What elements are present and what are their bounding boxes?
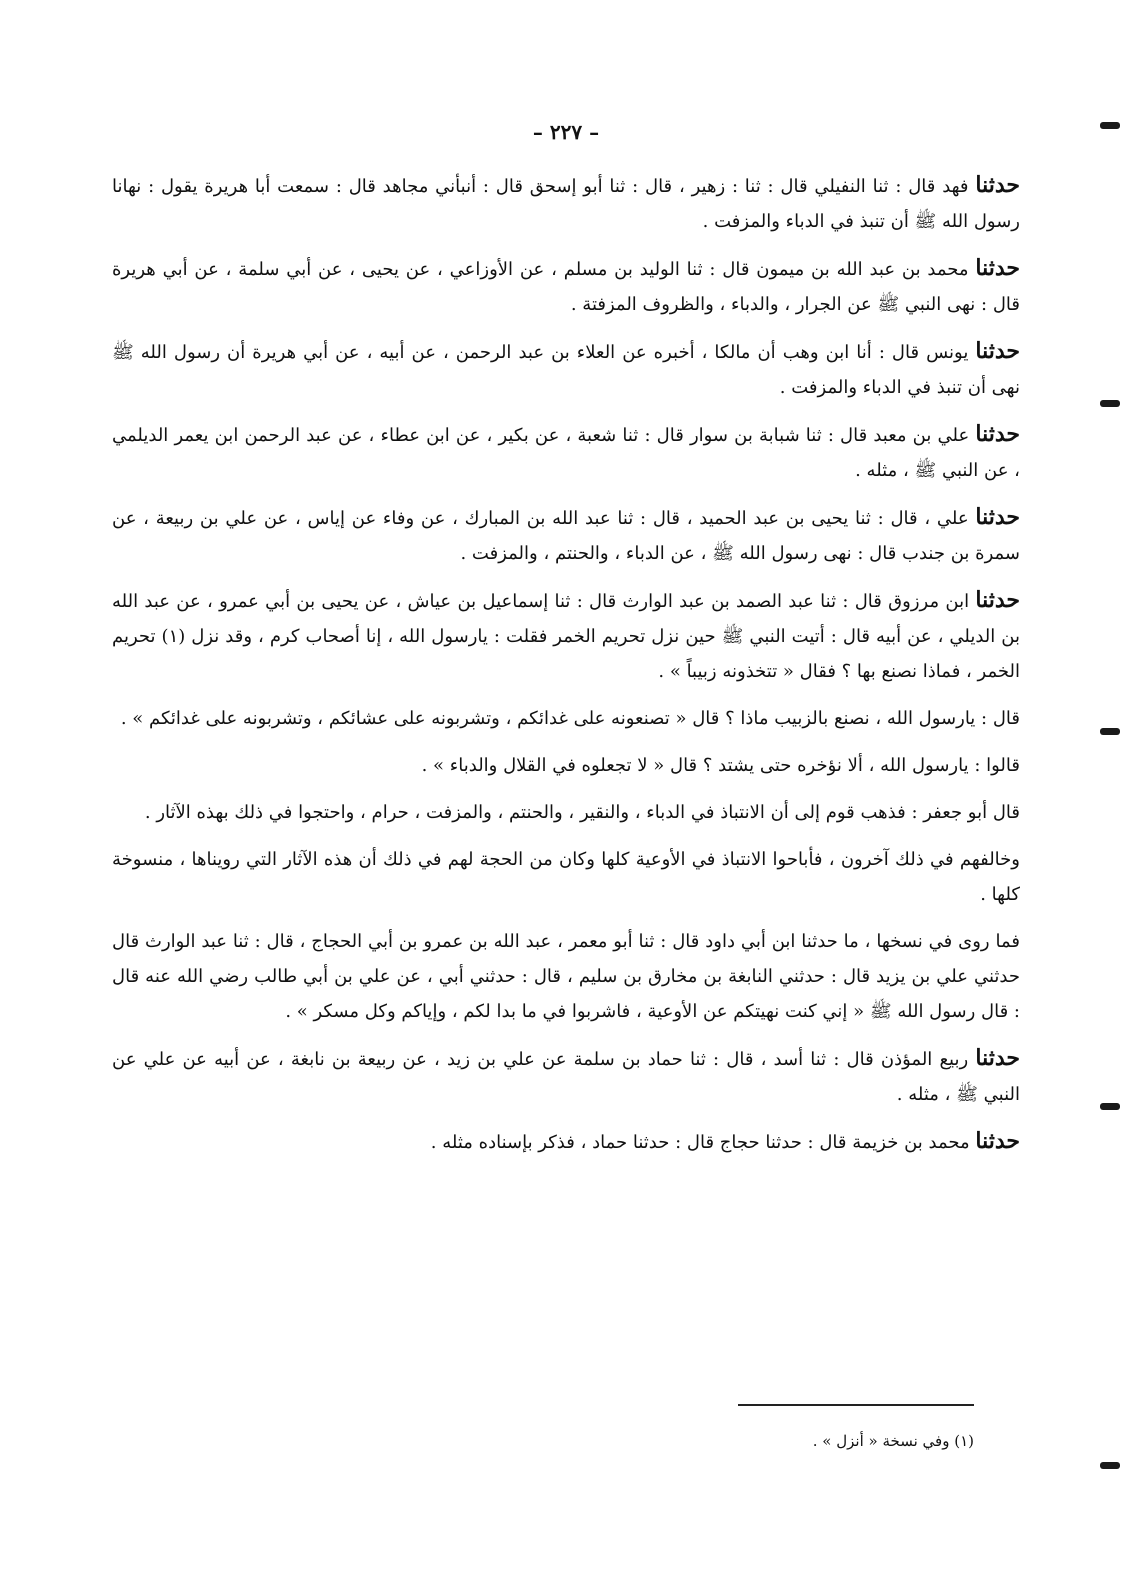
margin-mark — [1100, 122, 1120, 129]
paragraph-7 — [112, 701, 1020, 736]
footnote-separator — [738, 1404, 974, 1406]
paragraph-text: محمد بن خزيمة قال : حدثنا حجاج قال : حدثنا حماد ، فذكر بإسناده مثله . — [430, 1132, 970, 1153]
paragraph-4 — [112, 417, 1020, 488]
paragraph-lead: حدثنا — [975, 1128, 1020, 1154]
paragraph-text: قال : يارسول الله ، نصنع بالزبيب ماذا ؟ قال « تصنعونه على غدائكم ، وتشربونه على عشائكم ، وتشربونه على غدائكم » . — [120, 708, 1020, 729]
margin-mark — [1100, 1103, 1120, 1110]
paragraph-lead: حدثنا — [975, 172, 1020, 198]
paragraph-5 — [112, 500, 1020, 571]
paragraph-8 — [112, 748, 1020, 783]
paragraph-3 — [112, 334, 1020, 405]
paragraph-text: يونس قال : أنا ابن وهب أن مالكا ، أخبره عن العلاء بن عبد الرحمن ، عن أبيه ، عن أبي هريرة أن رسول الله ﷺ نهى أن تنبذ في الدباء والمزفت . — [112, 342, 1020, 398]
paragraph-text: علي ، قال : ثنا يحيى بن عبد الحميد ، قال : ثنا عبد الله بن المبارك ، عن وفاء عن إياس ، عن علي بن ربيعة ، عن سمرة بن جندب قال : نهى رسول الله ﷺ ، عن الدباء ، والحنتم ، والمزفت . — [112, 508, 1020, 564]
paragraph-9 — [112, 795, 1020, 830]
paragraph-text: فهد قال : ثنا النفيلي قال : ثنا : زهير ، قال : ثنا أبو إسحق قال : أنبأني مجاهد قال : سمعت أبا هريرة يقول : نهانا رسول الله ﷺ أن تنبذ في الدباء والمزفت . — [112, 176, 1020, 232]
margin-mark — [1100, 728, 1120, 735]
paragraph-6 — [112, 583, 1020, 689]
paragraph-lead: حدثنا — [975, 338, 1020, 364]
paragraph-text: قال أبو جعفر : فذهب قوم إلى أن الانتباذ في الدباء ، والنقير ، والحنتم ، والمزفت ، حرام ، واحتجوا في ذلك بهذه الآثار . — [144, 802, 1020, 823]
paragraph-lead: حدثنا — [975, 1045, 1020, 1071]
body-text — [112, 168, 1020, 1172]
paragraph-13 — [112, 1124, 1020, 1160]
page-number: – ٢٢٧ – — [532, 120, 600, 144]
margin-mark — [1100, 1462, 1120, 1469]
paragraph-10 — [112, 842, 1020, 912]
paragraph-text: محمد بن عبد الله بن ميمون قال : ثنا الوليد بن مسلم ، عن الأوزاعي ، عن يحيى ، عن أبي سلمة ، عن أبي هريرة قال : نهى النبي ﷺ عن الجرار ، والدباء ، والظروف المزفتة . — [112, 259, 1020, 315]
margin-mark — [1100, 400, 1120, 407]
paragraph-2 — [112, 251, 1020, 322]
paragraph-text: علي بن معبد قال : ثنا شبابة بن سوار قال : ثنا شعبة ، عن بكير ، عن ابن عطاء ، عن عبد الرحمن ابن يعمر الديلمي ، عن النبي ﷺ ، مثله . — [112, 425, 1020, 481]
paragraph-lead: حدثنا — [975, 504, 1020, 530]
paragraph-lead: حدثنا — [975, 421, 1020, 447]
paragraph-12 — [112, 1041, 1020, 1112]
paragraph-text: وخالفهم في ذلك آخرون ، فأباحوا الانتباذ في الأوعية كلها وكان من الحجة لهم في ذلك أن هذه الآثار التي رويناها ، منسوخة كلها . — [112, 849, 1020, 905]
paragraph-text: قالوا : يارسول الله ، ألا نؤخره حتى يشتد ؟ قال « لا تجعلوه في القلال والدباء » . — [421, 755, 1020, 776]
paragraph-text: ابن مرزوق قال : ثنا عبد الصمد بن عبد الوارث قال : ثنا إسماعيل بن عياش ، عن يحيى بن أبي عمرو ، عن عبد الله بن الديلي ، عن أبيه قال : أتيت النبي ﷺ حين نزل تحريم الخمر فقلت : يارسول الله ، إنا أصحاب كرم ، وقد نزل (١) تحريم الخمر ، فماذا نصنع بها ؟ فقال « تتخذونه زبيباً » . — [112, 591, 1021, 682]
paragraph-text: فما روى في نسخها ، ما حدثنا ابن أبي داود قال : ثنا أبو معمر ، عبد الله بن عمرو بن أبي الحجاج ، قال : ثنا عبد الوارث قال حدثني علي بن يزيد قال : حدثني النابغة بن مخارق بن سليم ، قال : حدثني أبي ، عن علي بن أبي طالب رضي الله عنه قال : قال رسول الله ﷺ « إني كنت نهيتكم عن الأوعية ، فاشربوا في ما بدا لكم ، وإياكم وكل مسكر » . — [112, 931, 1020, 1022]
paragraph-lead: حدثنا — [975, 587, 1020, 613]
paragraph-11 — [112, 924, 1020, 1029]
paragraph-text: ربيع المؤذن قال : ثنا أسد ، قال : ثنا حماد بن سلمة عن علي بن زيد ، عن ربيعة بن نابغة ، عن أبيه عن علي عن النبي ﷺ ، مثله . — [112, 1049, 1020, 1105]
paragraph-lead: حدثنا — [975, 255, 1020, 281]
footnote: (١) وفي نسخة « أنزل » . — [812, 1432, 974, 1450]
paragraph-1 — [112, 168, 1020, 239]
